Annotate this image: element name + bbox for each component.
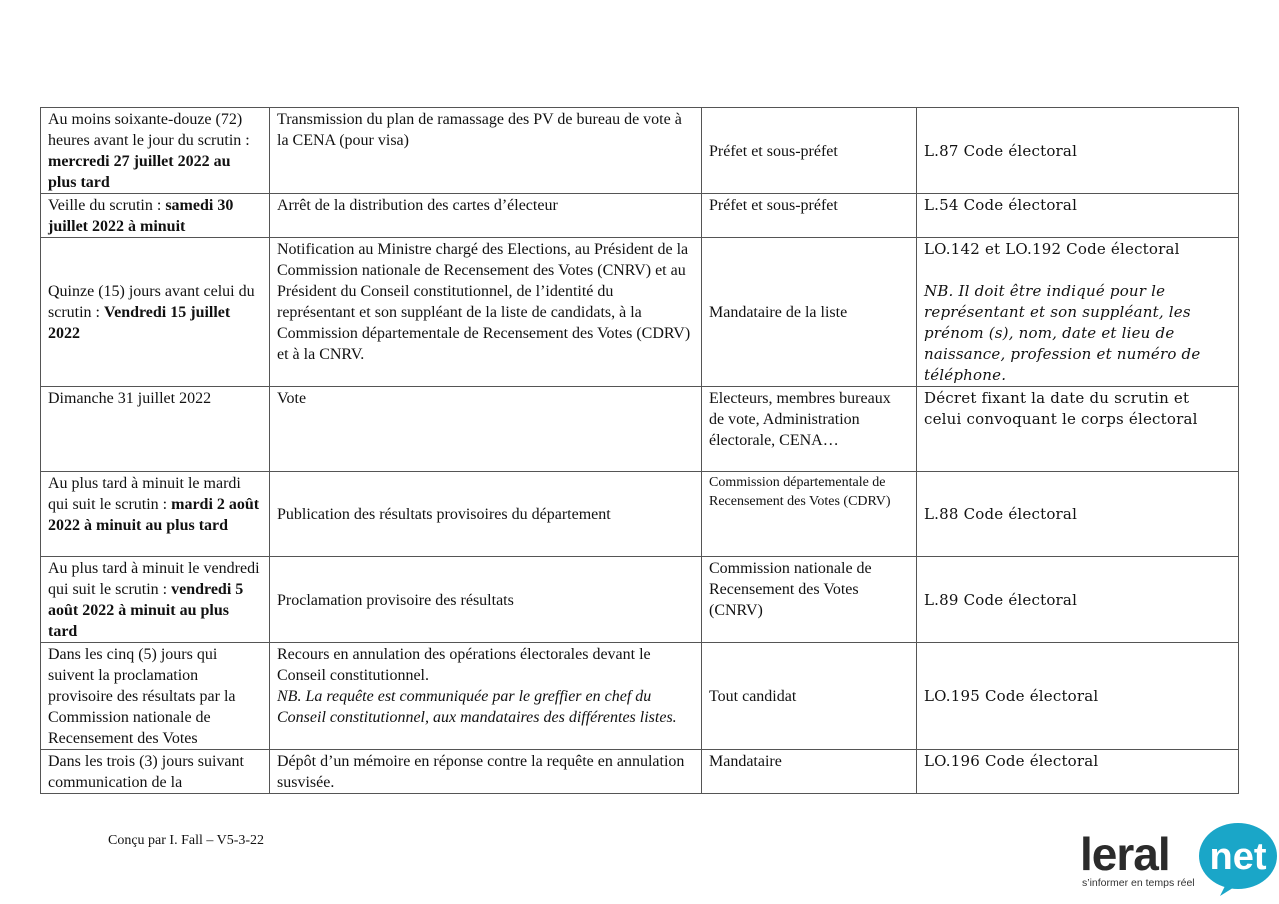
table-row bbox=[41, 472, 1239, 557]
date-cell: Au moins soixante-douze (72) heures avant le jour du scrutin : mercredi 27 juillet 2022 au plus tard bbox=[41, 108, 270, 194]
reference-cell: L.54 Code électoral bbox=[917, 194, 1239, 238]
logo-text-net: net bbox=[1209, 836, 1267, 878]
table-row bbox=[41, 194, 1239, 238]
operation-cell bbox=[270, 643, 702, 750]
operation-cell: Publication des résultats provisoires du département bbox=[270, 472, 702, 557]
table-row bbox=[41, 387, 1239, 472]
footer-credit: Conçu par I. Fall – V5-3-22 bbox=[108, 833, 265, 848]
logo-tagline: s’informer en temps réel bbox=[1082, 877, 1195, 889]
date-cell: Au plus tard à minuit le mardi qui suit le scrutin : mardi 2 août 2022 à minuit au plus tard bbox=[41, 472, 270, 557]
reference-cell: LO.196 Code électoral bbox=[917, 750, 1239, 794]
responsible-cell: Mandataire bbox=[702, 750, 917, 794]
date-cell: Veille du scrutin : samedi 30 juillet 2022 à minuit bbox=[41, 194, 270, 238]
responsible-cell: Préfet et sous-préfet bbox=[702, 194, 917, 238]
leral-net-logo bbox=[1078, 822, 1278, 898]
responsible-cell: Electeurs, membres bureaux de vote, Administration électorale, CENA… bbox=[702, 387, 917, 472]
reference-note: NB. Il doit être indiqué pour le représentant et son suppléant, les prénom (s), nom, date et lieu de naissance, profession et numéro de téléphone. bbox=[924, 282, 1201, 384]
reference-cell: LO.195 Code électoral bbox=[917, 643, 1239, 750]
date-cell: Dans les trois (3) jours suivant communication de la bbox=[41, 750, 270, 794]
reference-cell: L.87 Code électoral bbox=[917, 108, 1239, 194]
table-row bbox=[41, 557, 1239, 643]
reference-cell: Décret fixant la date du scrutin et celui convoquant le corps électoral bbox=[917, 387, 1239, 472]
responsible-cell: Commission nationale de Recensement des Votes (CNRV) bbox=[702, 557, 917, 643]
schedule-table bbox=[40, 107, 1239, 794]
date-cell: Quinze (15) jours avant celui du scrutin : Vendredi 15 juillet 2022 bbox=[41, 238, 270, 387]
table-row bbox=[41, 108, 1239, 194]
date-cell: Au plus tard à minuit le vendredi qui suit le scrutin : vendredi 5 août 2022 à minuit au plus tard bbox=[41, 557, 270, 643]
table-row bbox=[41, 238, 1239, 387]
operation-cell: Transmission du plan de ramassage des PV de bureau de vote à la CENA (pour visa) bbox=[270, 108, 702, 194]
responsible-cell: Commission départementale de Recensement des Votes (CDRV) bbox=[702, 472, 917, 557]
table-row bbox=[41, 643, 1239, 750]
logo-text-leral: leral bbox=[1080, 828, 1170, 880]
operation-cell: Dépôt d’un mémoire en réponse contre la requête en annulation susvisée. bbox=[270, 750, 702, 794]
operation-cell: Arrêt de la distribution des cartes d’électeur bbox=[270, 194, 702, 238]
date-cell: Dans les cinq (5) jours qui suivent la proclamation provisoire des résultats par la Commission nationale de Recensement des Votes bbox=[41, 643, 270, 750]
reference-cell: L.88 Code électoral bbox=[917, 472, 1239, 557]
operation-cell: Proclamation provisoire des résultats bbox=[270, 557, 702, 643]
operation-text: Recours en annulation des opérations électorales devant le Conseil constitutionnel. bbox=[277, 646, 651, 684]
reference-cell: L.89 Code électoral bbox=[917, 557, 1239, 643]
responsible-cell: Tout candidat bbox=[702, 643, 917, 750]
reference-cell bbox=[917, 238, 1239, 387]
operation-note: NB. La requête est communiquée par le greffier en chef du Conseil constitutionnel, aux mandataires des différentes listes. bbox=[277, 688, 677, 726]
date-cell: Dimanche 31 juillet 2022 bbox=[41, 387, 270, 472]
reference-text: LO.142 et LO.192 Code électoral bbox=[924, 240, 1180, 258]
responsible-cell: Préfet et sous-préfet bbox=[702, 108, 917, 194]
operation-cell: Notification au Ministre chargé des Elections, au Président de la Commission nationale de Recensement des Votes (CNRV) et au Président du Conseil constitutionnel, de l’identité du représentant et son suppléant de la liste de candidats, à la Commission départementale de Recensement des Votes (CDRV) et à la CNRV. bbox=[270, 238, 702, 387]
table-row bbox=[41, 750, 1239, 794]
operation-cell: Vote bbox=[270, 387, 702, 472]
responsible-cell: Mandataire de la liste bbox=[702, 238, 917, 387]
